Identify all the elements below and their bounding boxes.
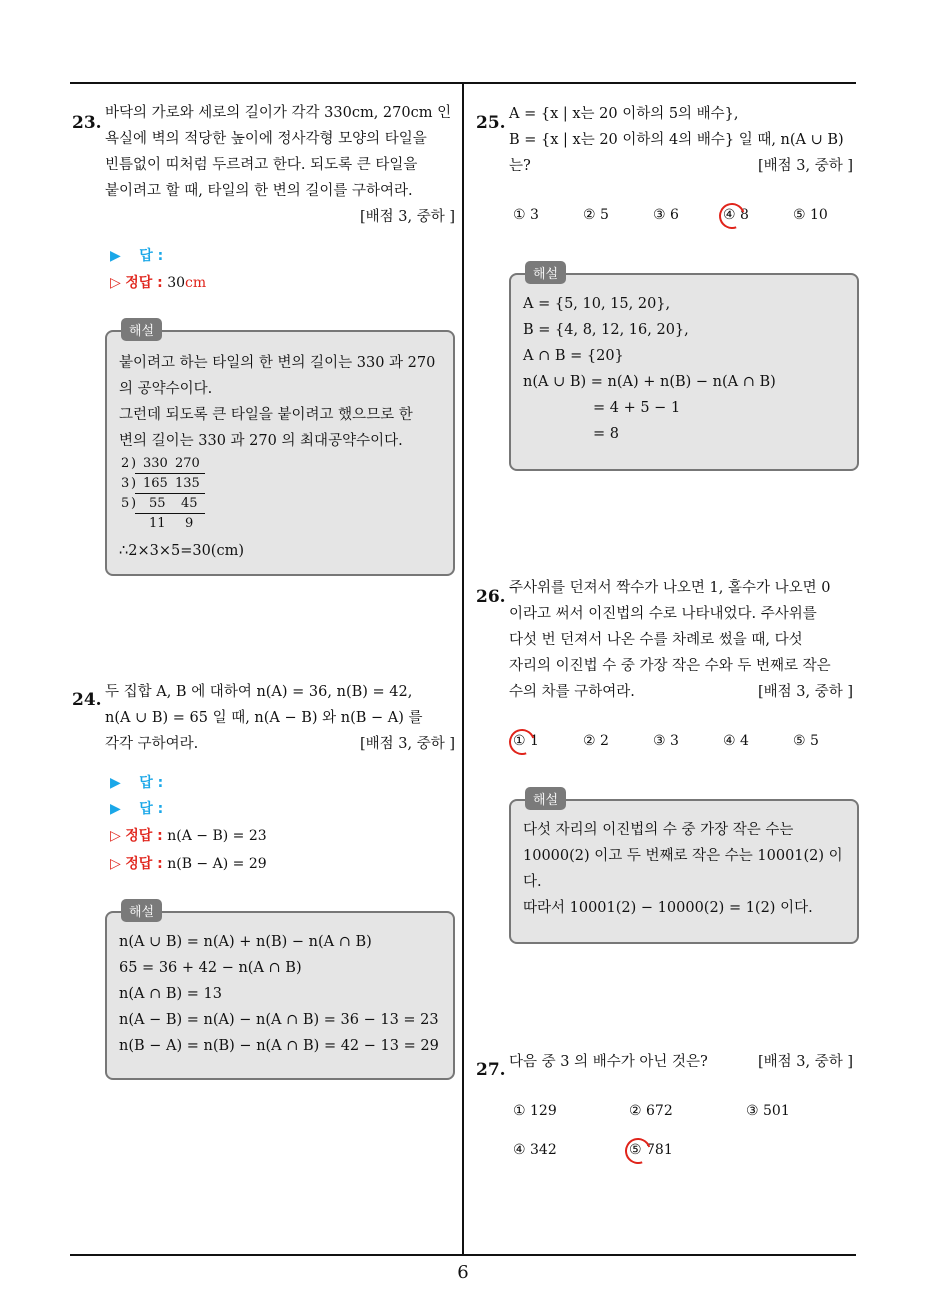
explain-line: 그런데 되도록 큰 타일을 붙이려고 했으므로 한 — [119, 407, 413, 423]
explain-line: 따라서 10001(2) − 10000(2) = 1(2) 이다. — [523, 900, 813, 916]
correct-arrow-icon: ▷ — [110, 828, 121, 844]
correct-label: 정답 : — [125, 275, 163, 291]
q26-line: 자리의 이진법 수 중 가장 작은 수와 두 번째로 작은 — [509, 658, 831, 674]
selected-circle-mark — [621, 1134, 656, 1169]
question-number: 26. — [476, 587, 506, 607]
dividend: 165 — [143, 476, 168, 491]
division-row — [119, 454, 239, 474]
explain-line: n(A ∪ B) = n(A) + n(B) − n(A ∩ B) — [523, 374, 776, 390]
choice-3[interactable]: ③ 501 — [746, 1103, 790, 1119]
division-bracket: ) — [131, 456, 137, 471]
choice-5[interactable]: ⑤ 781 — [629, 1142, 673, 1158]
quotient: 9 — [185, 516, 194, 531]
explain-line: 의 공약수이다. — [119, 381, 213, 397]
answer-label: 답 : — [139, 248, 164, 264]
division-row — [119, 514, 239, 534]
answer-blank — [110, 772, 163, 792]
answer-arrow-icon: ▶ — [110, 775, 121, 791]
dividend: 330 — [143, 456, 168, 471]
explain-line: 변의 길이는 330 과 270 의 최대공약수이다. — [119, 433, 403, 449]
score-meta: [배점 3, 중하 ] — [359, 736, 455, 752]
choice-2[interactable]: ② 2 — [583, 733, 609, 749]
q23-line: 빈틈없이 띠처럼 두르려고 한다. 되도록 큰 타일을 — [105, 157, 418, 173]
division-bracket: ) — [131, 496, 137, 511]
dividend: 270 — [175, 456, 200, 471]
correct-arrow-icon: ▷ — [110, 275, 121, 291]
explain-line: 다. — [523, 874, 542, 890]
explain-line: 다섯 자리의 이진법의 수 중 가장 작은 수는 — [523, 822, 794, 838]
division-table — [119, 454, 239, 534]
correct-unit: cm — [185, 275, 207, 291]
score-meta: [배점 3, 중하 ] — [757, 684, 853, 700]
explain-line: n(B − A) = n(B) − n(A ∩ B) = 42 − 13 = 29 — [119, 1038, 439, 1054]
explanation-tag: 해설 — [121, 318, 162, 341]
division-row — [119, 474, 239, 494]
divisor: 2 — [121, 456, 130, 471]
q23-line: 바닥의 가로와 세로의 길이가 각각 330cm, 270cm 인 — [105, 105, 452, 121]
correct-value: 30 — [167, 275, 186, 291]
q25-line: B = {x | x는 20 이하의 4의 배수} 일 때, n(A ∪ B) — [509, 132, 844, 148]
explain-line: 붙이려고 하는 타일의 한 변의 길이는 330 과 270 — [119, 355, 436, 371]
score-meta: [배점 3, 중하 ] — [359, 209, 455, 225]
explain-line: = 8 — [593, 426, 619, 442]
q23-line: 욕실에 벽의 적당한 높이에 정사각형 모양의 타일을 — [105, 131, 427, 147]
q24-line: n(A ∪ B) = 65 일 때, n(A − B) 와 n(B − A) 를 — [105, 710, 423, 726]
q24-line: 두 집합 A, B 에 대하여 n(A) = 36, n(B) = 42, — [105, 684, 413, 700]
explain-line: 10000(2) 이고 두 번째로 작은 수는 10001(2) 이 — [523, 848, 843, 864]
answer-arrow-icon: ▶ — [110, 248, 121, 264]
explanation-tag: 해설 — [121, 899, 162, 922]
explanation-box — [105, 324, 455, 576]
explanation-box — [105, 905, 455, 1080]
answer-blank — [110, 245, 163, 265]
dividend: 55 — [149, 496, 166, 511]
score-meta: [배점 3, 중하 ] — [757, 158, 853, 174]
q24-line: 각각 구하여라. — [105, 736, 199, 752]
q26-line: 다섯 번 던져서 나온 수를 차례로 썼을 때, 다섯 — [509, 632, 803, 648]
correct-arrow-icon: ▷ — [110, 856, 121, 872]
explain-line: n(A ∪ B) = n(A) + n(B) − n(A ∩ B) — [119, 934, 372, 950]
question-26-text — [509, 575, 853, 705]
quotient: 11 — [149, 516, 166, 531]
division-bracket: ) — [131, 476, 137, 491]
choice-4[interactable]: ④ 8 — [723, 207, 749, 223]
explain-line: n(A − B) = n(A) − n(A ∩ B) = 36 − 13 = 23 — [119, 1012, 439, 1028]
choice-4[interactable]: ④ 4 — [723, 733, 749, 749]
correct-answer — [110, 272, 206, 292]
answer-label: 답 : — [139, 775, 164, 791]
choice-5[interactable]: ⑤ 5 — [793, 733, 819, 749]
choice-3[interactable]: ③ 6 — [653, 207, 679, 223]
divisor: 5 — [121, 496, 130, 511]
score-meta: [배점 3, 중하 ] — [757, 1054, 853, 1070]
question-number: 23. — [72, 113, 102, 133]
page-number: 6 — [457, 1262, 469, 1283]
column-divider — [462, 82, 464, 1256]
question-27-text — [509, 1049, 853, 1075]
answer-arrow-icon: ▶ — [110, 801, 121, 817]
explain-line: 65 = 36 + 42 − n(A ∩ B) — [119, 960, 302, 976]
division-row — [119, 494, 239, 514]
q25-line: A = {x | x는 20 이하의 5의 배수}, — [509, 106, 739, 122]
selected-circle-mark — [505, 725, 540, 760]
choice-1[interactable]: ① 3 — [513, 207, 539, 223]
correct-label: 정답 : — [125, 828, 163, 844]
question-number: 24. — [72, 690, 102, 710]
explain-line: B = {4, 8, 12, 16, 20}, — [523, 322, 689, 338]
choice-2[interactable]: ② 672 — [629, 1103, 673, 1119]
choice-2[interactable]: ② 5 — [583, 207, 609, 223]
correct-answer — [110, 825, 267, 845]
answer-blank — [110, 798, 163, 818]
q23-line: 붙이려고 할 때, 타일의 한 변의 길이를 구하여라. — [105, 183, 413, 199]
explanation-box — [509, 267, 859, 471]
explanation-tag: 해설 — [525, 787, 566, 810]
question-23-text — [105, 100, 455, 230]
choice-1[interactable]: ① 129 — [513, 1103, 557, 1119]
question-number: 25. — [476, 113, 506, 133]
q26-line: 주사위를 던져서 짝수가 나오면 1, 홀수가 나오면 0 — [509, 580, 831, 596]
dividend: 135 — [175, 476, 200, 491]
q27-line: 다음 중 3 의 배수가 아닌 것은? — [509, 1054, 708, 1070]
answer-label: 답 : — [139, 801, 164, 817]
correct-value: n(A − B) = 23 — [167, 828, 267, 844]
explain-line: A = {5, 10, 15, 20}, — [523, 296, 671, 312]
explain-line: n(A ∩ B) = 13 — [119, 986, 222, 1002]
question-24-text — [105, 679, 455, 757]
dividend: 45 — [181, 496, 198, 511]
explain-line: = 4 + 5 − 1 — [593, 400, 681, 416]
explanation-tag: 해설 — [525, 261, 566, 284]
question-25-text — [509, 101, 853, 179]
selected-circle-mark — [715, 199, 750, 234]
explanation-box — [509, 793, 859, 944]
q26-line: 수의 차를 구하여라. — [509, 684, 635, 700]
explain-line: A ∩ B = {20} — [523, 348, 624, 364]
conclusion: ∴2×3×5=30(cm) — [119, 543, 244, 559]
correct-label: 정답 : — [125, 856, 163, 872]
choice-5[interactable]: ⑤ 10 — [793, 207, 828, 223]
choice-3[interactable]: ③ 3 — [653, 733, 679, 749]
q25-line: 는? — [509, 158, 531, 174]
correct-value: n(B − A) = 29 — [167, 856, 267, 872]
divisor: 3 — [121, 476, 130, 491]
q26-line: 이라고 써서 이진법의 수로 나타내었다. 주사위를 — [509, 606, 817, 622]
question-number: 27. — [476, 1060, 506, 1080]
choice-1[interactable]: ① 1 — [513, 733, 539, 749]
correct-answer — [110, 853, 267, 873]
choice-4[interactable]: ④ 342 — [513, 1142, 557, 1158]
